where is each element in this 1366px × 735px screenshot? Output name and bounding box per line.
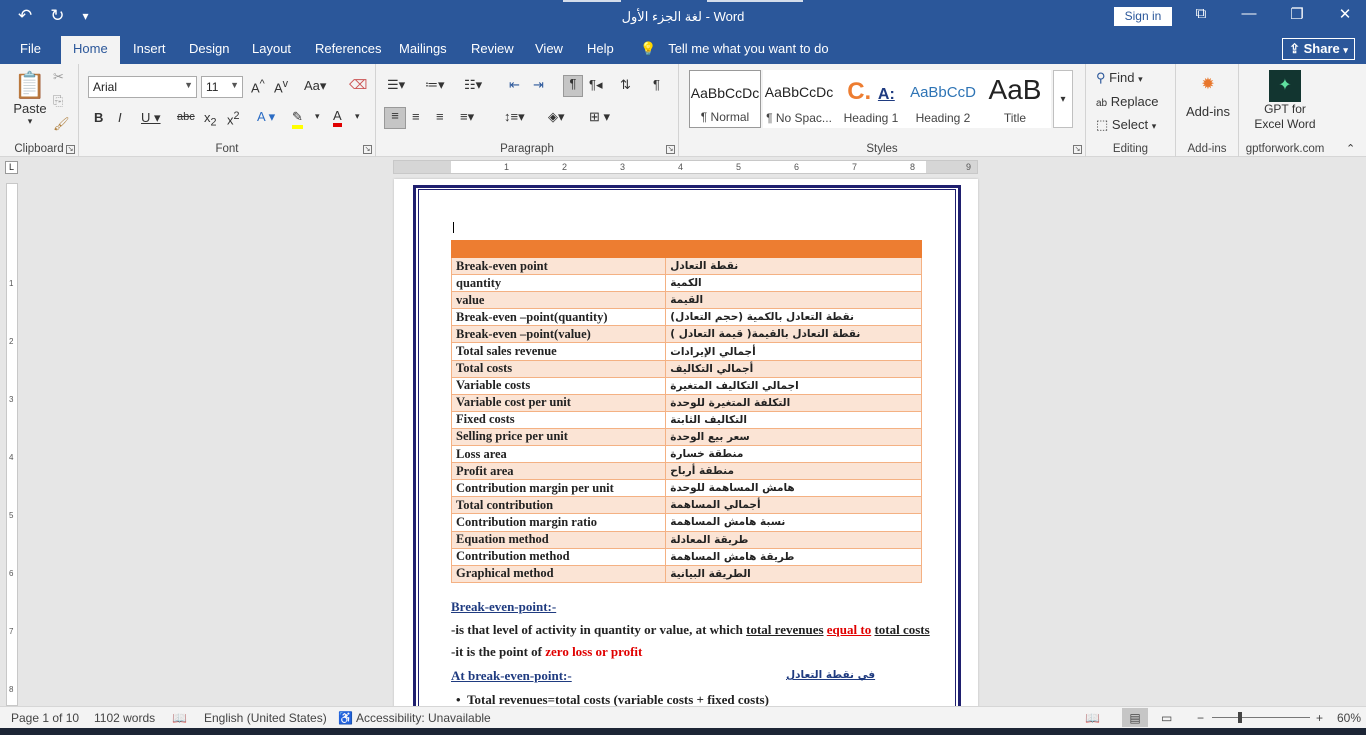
ruler-number: 8 <box>9 685 14 694</box>
shrink-font-icon[interactable]: $A^v$ <box>274 78 289 96</box>
heading-at-break-even-point <box>451 668 876 684</box>
term-arabic: القيمة <box>666 292 922 309</box>
ruler-number: 5 <box>9 511 14 520</box>
window-controls <box>1192 5 1354 23</box>
style-heading-1-sample: C. A: <box>847 78 895 105</box>
term-english: Profit area <box>452 463 666 480</box>
styles-group-label: Styles <box>866 143 898 155</box>
table-row <box>452 531 922 548</box>
addins-button-label: Add-ins <box>1185 104 1231 119</box>
font-name-box[interactable] <box>88 76 197 98</box>
cut-icon[interactable]: ✂ <box>53 69 64 84</box>
superscript-icon[interactable]: $x^2$ <box>227 110 240 128</box>
undo-icon[interactable]: ↶ <box>18 6 33 25</box>
ruler-number: 2 <box>562 162 568 172</box>
ruler-number: 3 <box>9 395 14 404</box>
table-row <box>452 360 922 377</box>
term-arabic: الكمية <box>666 275 922 292</box>
title-bar <box>0 0 1366 33</box>
term-arabic: طريقة المعادلة <box>666 531 922 548</box>
subscript-icon[interactable]: $x_2$ <box>204 110 217 129</box>
redo-icon[interactable]: ↻ <box>50 6 65 25</box>
term-english: Variable costs <box>452 377 666 394</box>
highlight-icon[interactable]: ✎ <box>292 109 303 129</box>
paragraph-group <box>376 64 679 157</box>
term-english: Contribution method <box>452 548 666 565</box>
proofing-icon[interactable]: 📖 <box>172 711 187 725</box>
ruler-number: 5 <box>736 162 742 172</box>
editing-group-label: Editing <box>1112 143 1149 155</box>
accessibility-icon: ♿ <box>338 711 353 725</box>
italic-icon[interactable]: I <box>118 110 122 125</box>
collapse-ribbon-icon[interactable]: ⌃ <box>1346 143 1356 155</box>
decrease-indent-icon[interactable]: ⇤ <box>509 77 520 92</box>
term-arabic: سعر بيع الوحدة <box>666 428 922 445</box>
table-row <box>452 309 922 326</box>
zoom-out-icon[interactable]: − <box>1197 711 1205 725</box>
align-center-icon[interactable]: ≡ <box>412 109 420 124</box>
term-arabic: نقطة التعادل <box>666 258 922 275</box>
addins-button[interactable] <box>1184 74 1232 119</box>
table-row <box>452 275 922 292</box>
clear-formatting-icon[interactable]: ⌫ <box>349 77 368 92</box>
term-english: value <box>452 292 666 309</box>
table-row <box>452 497 922 514</box>
clipboard-launcher-icon[interactable]: ↘ <box>67 146 74 153</box>
term-arabic: اجمالي التكاليف المتغيرة <box>666 377 922 394</box>
term-english: Equation method <box>452 531 666 548</box>
paste-label: Paste <box>13 101 47 116</box>
increase-indent-icon[interactable]: ⇥ <box>533 77 544 92</box>
gpt-group-label: gptforwork.com <box>1245 143 1325 155</box>
ribbon <box>0 64 1366 157</box>
text-effects-icon[interactable]: A ▾ <box>257 109 276 124</box>
bullets-icon[interactable]: ☰▾ <box>387 77 406 92</box>
tab-insert[interactable]: Insert <box>133 41 166 56</box>
tab-design[interactable]: Design <box>189 41 230 56</box>
addins-group <box>1176 64 1239 157</box>
term-arabic: أجمالي المساهمة <box>666 497 922 514</box>
clipboard-group <box>0 64 79 157</box>
ruler-number: 3 <box>620 162 626 172</box>
table-row <box>452 428 922 445</box>
search-icon: ⚲ <box>1096 70 1106 85</box>
ruler-number: 1 <box>9 279 14 288</box>
chevron-down-icon: ▼ <box>184 80 193 90</box>
definition-line-2 <box>451 644 642 660</box>
term-arabic: نقطة التعادل بالقيمة( قيمة التعادل ) <box>666 326 922 343</box>
term-english: Contribution margin ratio <box>452 514 666 531</box>
style-title-sample: AaB <box>988 74 1042 105</box>
change-case-icon[interactable]: Aa▾ <box>304 78 327 93</box>
clipboard-icon: 📋 <box>13 70 47 100</box>
find-button[interactable]: ⚲ Find ▾ <box>1096 70 1143 85</box>
ruler-number: 8 <box>910 162 916 172</box>
tab-review[interactable]: Review <box>471 41 514 56</box>
style-no-spacing-label: ¶ No Spac... <box>766 111 832 125</box>
tab-layout[interactable]: Layout <box>252 41 292 56</box>
text-run: total revenues <box>746 622 824 637</box>
justify-icon[interactable]: ≡▾ <box>460 109 475 124</box>
ribbon-tabs <box>0 33 1366 64</box>
style-normal-sample: AaBbCcDc <box>690 85 760 101</box>
term-english: Break-even point <box>452 258 666 275</box>
style-no-spacing-sample: AaBbCcDc <box>764 84 834 100</box>
accessibility-status[interactable]: Accessibility: Unavailable <box>356 711 491 725</box>
ribbon-display-options-icon[interactable]: ⧉ <box>1195 5 1207 22</box>
web-layout-icon[interactable]: ▭ <box>1161 711 1173 725</box>
titlebar-highlight <box>707 0 803 2</box>
horizontal-ruler[interactable] <box>393 160 978 174</box>
tell-me-search[interactable] <box>640 41 829 57</box>
text-cursor <box>453 222 454 233</box>
table-row <box>452 377 922 394</box>
style-no-spacing[interactable] <box>763 70 835 128</box>
table-row <box>452 446 922 463</box>
format-painter-icon[interactable]: 🖌 <box>53 116 70 131</box>
term-english: Break-even –point(quantity) <box>452 309 666 326</box>
table-row <box>452 258 922 275</box>
table-row <box>452 343 922 360</box>
paragraph-launcher-icon[interactable]: ↘ <box>667 146 674 153</box>
zoom-slider-thumb[interactable] <box>1238 712 1242 723</box>
term-arabic: نسبة هامش المساهمة <box>666 514 922 531</box>
definition-line-1 <box>451 622 930 638</box>
text-run: equal to <box>826 622 872 637</box>
term-arabic: نقطة التعادل بالكمية (حجم التعادل) <box>666 309 922 326</box>
line-spacing-icon[interactable]: ↕≡▾ <box>504 109 525 124</box>
tab-mailings[interactable]: Mailings <box>399 41 447 56</box>
multilevel-list-icon[interactable]: ☷▾ <box>464 77 483 92</box>
gpt-for-excel-word-button[interactable] <box>1249 70 1321 132</box>
editing-group <box>1086 64 1176 157</box>
ruler-number: 7 <box>9 627 14 636</box>
table-row <box>452 463 922 480</box>
font-group <box>79 64 376 157</box>
term-english: Contribution margin per unit <box>452 480 666 497</box>
page-count[interactable]: Page 1 of 10 <box>11 711 80 725</box>
taskbar <box>0 728 1366 735</box>
term-arabic: التكاليف الثابتة <box>666 411 922 428</box>
bullet-icon: • <box>456 692 468 706</box>
font-size-box[interactable] <box>201 76 243 98</box>
zoom-in-icon[interactable]: + <box>1316 711 1324 725</box>
word-count[interactable]: 1102 words <box>94 711 156 725</box>
grow-font-icon[interactable]: A^ <box>251 78 265 96</box>
text-run: zero loss or profit <box>545 644 643 659</box>
language[interactable]: English (United States) <box>204 711 327 725</box>
ruler-number: 4 <box>9 453 14 462</box>
table-row <box>452 326 922 343</box>
minimize-icon[interactable]: — <box>1241 5 1257 22</box>
term-arabic: أجمالي الإيرادات <box>666 343 922 360</box>
term-english: Break-even –point(value) <box>452 326 666 343</box>
text-run: -is that level of activity in quantity or value, at which <box>451 622 747 637</box>
style-heading-1-label: Heading 1 <box>843 111 899 125</box>
show-formatting-icon[interactable]: ¶ <box>653 77 660 92</box>
status-bar <box>0 706 1366 728</box>
ruler-number: 7 <box>852 162 858 172</box>
style-heading-2-sample: AaBbCcD <box>910 84 976 101</box>
align-right-icon[interactable]: ≡ <box>436 109 444 124</box>
document-page[interactable] <box>394 179 978 706</box>
lightbulb-icon: 💡 <box>640 41 657 56</box>
read-mode-icon[interactable]: 📖 <box>1085 711 1100 725</box>
style-title-label: Title <box>1003 111 1027 125</box>
chevron-down-icon: ▾ <box>27 116 33 126</box>
ruler-number: 2 <box>9 337 14 346</box>
font-launcher-icon[interactable]: ↘ <box>364 146 371 153</box>
ruler-number: 1 <box>504 162 510 172</box>
tab-references[interactable]: References <box>315 41 382 56</box>
table-row <box>452 411 922 428</box>
tab-view[interactable]: View <box>535 41 563 56</box>
style-heading-2[interactable] <box>907 70 979 128</box>
tab-help[interactable]: Help <box>587 41 614 56</box>
style-normal[interactable] <box>689 70 761 128</box>
style-heading-1[interactable] <box>835 70 907 128</box>
term-arabic: هامش المساهمة للوحدة <box>666 480 922 497</box>
print-layout-icon[interactable]: ▤ <box>1122 708 1148 727</box>
bullet-text: Total revenues=total costs (variable costs + fixed costs) <box>467 692 769 706</box>
term-english: Total contribution <box>452 497 666 514</box>
replace-button[interactable]: ab Replace <box>1096 94 1159 109</box>
ruler-number: 6 <box>9 569 14 578</box>
addins-group-label: Add-ins <box>1187 143 1227 155</box>
gpt-line2: Excel Word <box>1254 117 1316 131</box>
table-row <box>452 548 922 565</box>
text-run: total costs <box>874 622 930 637</box>
font-group-label: Font <box>215 143 239 155</box>
term-english: Graphical method <box>452 565 666 582</box>
chevron-down-icon[interactable]: ▾ <box>315 111 320 121</box>
style-normal-label: ¶ Normal <box>700 110 750 124</box>
vertical-ruler[interactable] <box>6 183 18 706</box>
share-icon: ⇪ <box>1289 41 1304 56</box>
zoom-slider[interactable] <box>1212 717 1310 718</box>
term-arabic: الطريقة البيانية <box>666 565 922 582</box>
bold-icon[interactable]: B <box>94 110 104 125</box>
addins-icon: ✹ <box>1201 76 1215 93</box>
gpt-line1: GPT for <box>1264 102 1306 116</box>
styles-group <box>679 64 1086 157</box>
bullet-item <box>456 692 769 706</box>
window-title: لغة الجزء الأول - Word <box>621 9 745 24</box>
term-arabic: منطقة أرباح <box>666 463 922 480</box>
font-name-value: Arial <box>93 80 118 94</box>
paragraph-group-label: Paragraph <box>500 143 554 155</box>
clipboard-group-label: Clipboard <box>14 143 64 155</box>
table-row <box>452 394 922 411</box>
term-english: quantity <box>452 275 666 292</box>
term-english: Total costs <box>452 360 666 377</box>
rtl-direction-icon[interactable]: ¶◂ <box>589 77 603 92</box>
numbering-icon[interactable]: ≔▾ <box>425 77 445 92</box>
ruler-number: 4 <box>678 162 684 172</box>
font-color-icon[interactable]: A <box>333 108 342 127</box>
customize-qat-icon[interactable]: ▾ <box>82 9 89 23</box>
restore-icon[interactable]: ❐ <box>1290 6 1304 23</box>
zoom-level[interactable]: 60% <box>1337 711 1362 725</box>
sign-in-button[interactable]: Sign in <box>1114 7 1172 26</box>
term-arabic: منطقة خسارة <box>666 446 922 463</box>
gpt-group <box>1239 64 1331 157</box>
terms-table[interactable] <box>451 240 922 583</box>
tab-file[interactable]: File <box>20 41 41 56</box>
text-run: -it is the point of <box>451 644 546 659</box>
select-icon: ⬚ <box>1096 117 1109 132</box>
titlebar-highlight <box>563 0 621 2</box>
heading-text: At break-even-point:- <box>451 668 572 683</box>
style-heading-2-label: Heading 2 <box>915 111 971 125</box>
align-left-icon[interactable]: ≡ <box>384 107 406 129</box>
share-label: Share <box>1303 41 1340 56</box>
borders-icon[interactable]: ⊞ ▾ <box>589 109 611 124</box>
heading-arabic-text: في نقطة التعادل <box>786 669 876 681</box>
copy-icon[interactable]: ⎘ <box>53 93 64 108</box>
underline-icon[interactable]: U ▾ <box>141 110 161 125</box>
table-row <box>452 292 922 309</box>
ltr-direction-icon[interactable]: ¶ <box>563 75 583 97</box>
heading-text: Break-even-point:- <box>451 599 557 614</box>
shading-icon[interactable]: ◈▾ <box>548 109 565 124</box>
term-english: Variable cost per unit <box>452 394 666 411</box>
ruler-left-margin <box>394 161 451 173</box>
table-row <box>452 514 922 531</box>
ruler-number: 9 <box>966 162 972 172</box>
gpt-logo-icon: ✦ <box>1269 70 1301 102</box>
chevron-down-icon: ▼ <box>230 80 239 90</box>
document-area <box>0 157 1366 706</box>
chevron-down-icon: ▾ <box>1343 45 1348 55</box>
styles-launcher-icon[interactable]: ↘ <box>1074 146 1081 153</box>
ruler-number: 6 <box>794 162 800 172</box>
sort-icon[interactable]: ⇅ <box>620 77 631 92</box>
select-button[interactable]: ⬚ Select ▾ <box>1096 117 1157 132</box>
chevron-down-icon[interactable]: ▾ <box>355 111 360 121</box>
tell-me-text: Tell me what you want to do <box>668 41 829 56</box>
term-arabic: طريقة هامش المساهمة <box>666 548 922 565</box>
term-arabic: التكلفة المتغيرة للوحدة <box>666 394 922 411</box>
replace-icon: ab <box>1096 98 1108 109</box>
styles-more-icon[interactable]: ▾ <box>1053 70 1073 128</box>
table-row <box>452 565 922 582</box>
term-english: Selling price per unit <box>452 428 666 445</box>
share-button[interactable] <box>1282 38 1355 60</box>
style-title[interactable] <box>979 70 1051 128</box>
font-size-value: 11 <box>206 80 219 94</box>
heading-break-even-point <box>451 599 556 615</box>
term-english: Loss area <box>452 446 666 463</box>
table-row <box>452 480 922 497</box>
tab-home[interactable]: Home <box>61 36 120 64</box>
strikethrough-icon[interactable]: abc <box>177 111 195 123</box>
table-header-row <box>452 241 922 258</box>
term-english: Total sales revenue <box>452 343 666 360</box>
term-arabic: أجمالي التكاليف <box>666 360 922 377</box>
tab-selector[interactable]: L <box>5 161 18 174</box>
term-english: Fixed costs <box>452 411 666 428</box>
paste-button[interactable] <box>12 70 48 127</box>
close-icon[interactable]: ✕ <box>1338 6 1352 23</box>
